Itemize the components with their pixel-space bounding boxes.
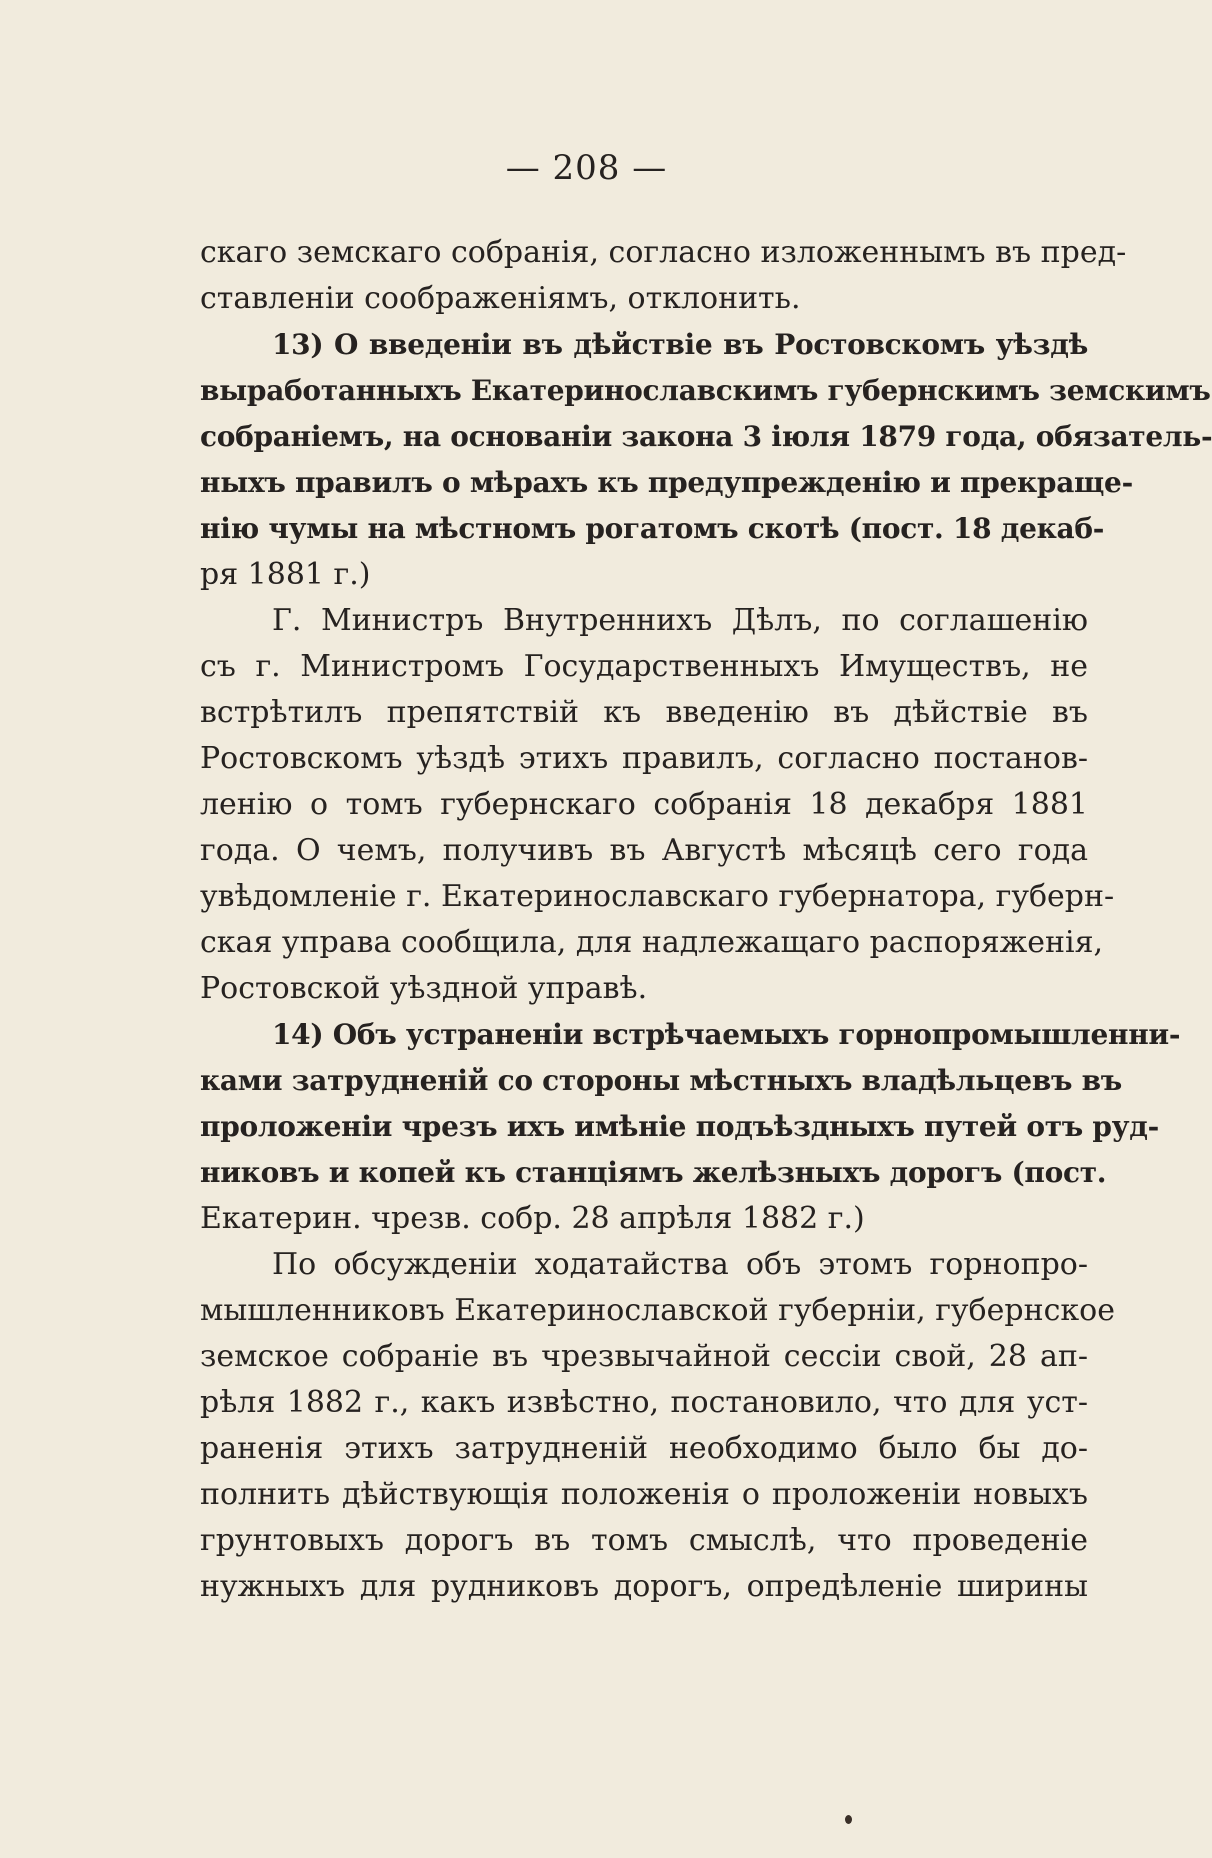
page-number: — 208 —: [505, 148, 668, 188]
text-line: Ростовской уѣздной управѣ.: [200, 971, 648, 1006]
text-line: собраніемъ, на основаніи закона 3 іюля 1879 года, обязатель-: [200, 420, 1212, 453]
text-line: съ г. Министромъ Государственныхъ Имуществъ, не: [200, 649, 1088, 684]
text-line: встрѣтилъ препятствій къ введенію въ дѣйствіе въ: [200, 695, 1088, 730]
body-text: [200, 230, 1212, 1610]
text-line: ленію о томъ губернскаго собранія 18 декабря 1881: [200, 787, 1088, 822]
text-line: выработанныхъ Екатеринославскимъ губернскимъ земскимъ: [200, 374, 1211, 407]
text-line: полнить дѣйствующія положенія о проложеніи новыхъ: [200, 1477, 1088, 1512]
text-line: ставленіи соображеніямъ, отклонить.: [200, 281, 801, 316]
text-line: мышленниковъ Екатеринославской губерніи, губернское: [200, 1293, 1115, 1328]
text-line: нужныхъ для рудниковъ дорогъ, опредѣленіе ширины: [200, 1569, 1088, 1604]
text-line: земское собраніе въ чрезвычайной сессіи свой, 28 ап-: [200, 1339, 1088, 1374]
text-line: проложеніи чрезъ ихъ имѣніе подъѣздныхъ путей отъ руд-: [200, 1110, 1159, 1143]
text-line: Екатерин. чрезв. собр. 28 апрѣля 1882 г.): [200, 1201, 865, 1236]
text-line: раненія этихъ затрудненій необходимо было бы до-: [200, 1431, 1088, 1466]
text-line: Ростовскомъ уѣздѣ этихъ правилъ, согласно постанов-: [200, 741, 1088, 776]
text-line: 14) Объ устраненіи встрѣчаемыхъ горнопромышленни-: [272, 1018, 1181, 1051]
text-line: 13) О введеніи въ дѣйствіе въ Ростовскомъ уѣздѣ: [272, 328, 1088, 361]
ink-spot: [845, 1815, 852, 1824]
text-line: никовъ и копей къ станціямъ желѣзныхъ дорогъ (пост.: [200, 1156, 1107, 1189]
text-line: скаго земскаго собранія, согласно изложеннымъ въ пред-: [200, 235, 1127, 270]
text-line: ками затрудненій со стороны мѣстныхъ владѣльцевъ въ: [200, 1064, 1122, 1097]
text-line: грунтовыхъ дорогъ въ томъ смыслѣ, что проведеніе: [200, 1523, 1088, 1558]
text-line: рѣля 1882 г., какъ извѣстно, постановило, что для уст-: [200, 1385, 1088, 1420]
text-line: года. О чемъ, получивъ въ Августѣ мѣсяцѣ сего года: [200, 833, 1088, 868]
text-line: увѣдомленіе г. Екатеринославскаго губернатора, губерн-: [200, 879, 1115, 914]
text-line: ская управа сообщила, для надлежащаго распоряженія,: [200, 925, 1104, 960]
text-line: По обсужденіи ходатайства объ этомъ горнопро-: [272, 1247, 1088, 1282]
text-line: Г. Министръ Внутреннихъ Дѣлъ, по соглашенію: [272, 603, 1088, 638]
text-line: ныхъ правилъ о мѣрахъ къ предупрежденію и прекраще-: [200, 466, 1133, 499]
text-line: ря 1881 г.): [200, 557, 371, 592]
text-line: нію чумы на мѣстномъ рогатомъ скотѣ (пост. 18 декаб-: [200, 512, 1105, 545]
